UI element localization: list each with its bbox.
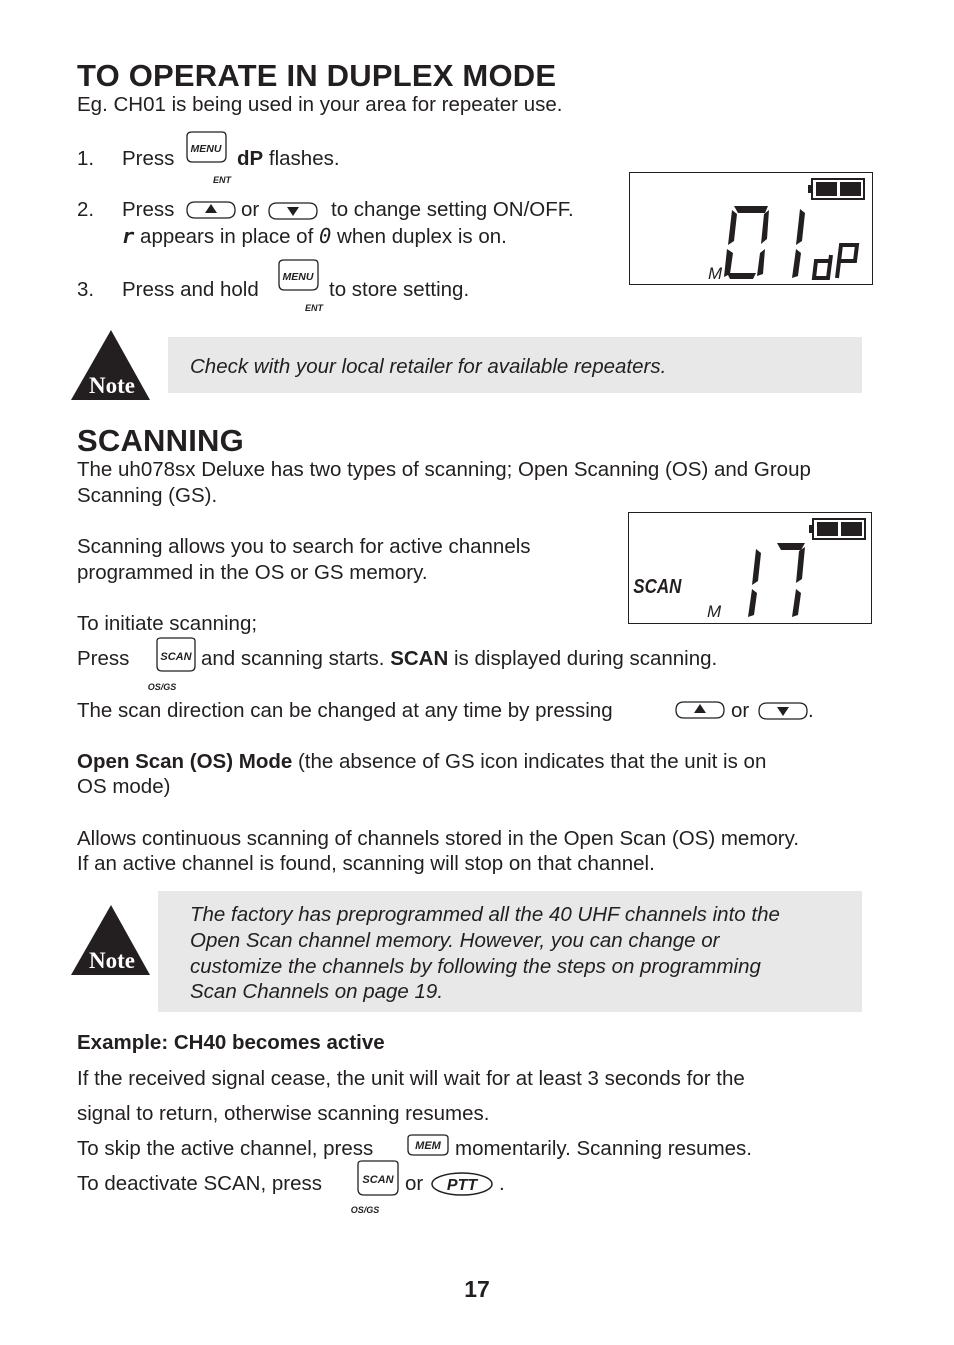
menu-key-label: MENU xyxy=(190,143,222,155)
example-line4-end: . xyxy=(499,1172,505,1195)
battery-icon xyxy=(809,519,865,539)
step2-line2 xyxy=(122,223,507,250)
mem-key-icon xyxy=(405,1133,451,1164)
scanning-p2-line2: programmed in the OS or GS memory. xyxy=(77,561,428,584)
scan-key-label: SCAN xyxy=(362,1174,394,1186)
scan-osgs-key-icon xyxy=(345,1159,403,1222)
battery-icon xyxy=(808,179,864,199)
scanning-title: SCANNING xyxy=(77,423,244,458)
page-number: 17 xyxy=(464,1276,490,1302)
example-line3a: To skip the active channel, press xyxy=(77,1137,374,1160)
scanning-p2-line1: Scanning allows you to search for active channels xyxy=(77,535,531,558)
scanning-p4-press: Press xyxy=(77,647,130,670)
osgs-key-label: OS/GS xyxy=(350,1205,380,1215)
step2-line2-text: appears in place of xyxy=(140,225,314,248)
lcd-dp-label xyxy=(814,245,857,278)
note-box-1 xyxy=(168,337,862,393)
open-scan-heading-line2: OS mode) xyxy=(77,775,171,798)
ent-key-label: ENT xyxy=(305,303,323,313)
step2-press: Press xyxy=(122,198,175,221)
example-line4a: To deactivate SCAN, press xyxy=(77,1172,322,1195)
lcd-m-label: M xyxy=(707,602,722,621)
step3-number: 3. xyxy=(77,278,95,301)
example-line3b: momentarily. Scanning resumes. xyxy=(455,1137,752,1160)
scanning-p4-text xyxy=(201,646,717,672)
step2-or: or xyxy=(241,198,260,221)
scanning-p5-end: . xyxy=(808,699,814,722)
note2-line3: customize the channels by following the steps on programming xyxy=(190,955,761,978)
duplex-title: TO OPERATE IN DUPLEX MODE xyxy=(77,58,557,93)
note2-line1: The factory has preprogrammed all the 40 UHF channels into the xyxy=(190,903,780,926)
lcd-m-label: M xyxy=(708,264,723,283)
example-heading: Example: CH40 becomes active xyxy=(77,1031,385,1054)
step2-rest: to change setting ON/OFF. xyxy=(331,198,574,221)
scanning-p4-rest: is displayed during scanning. xyxy=(453,647,718,670)
example-line2: signal to return, otherwise scanning resumes. xyxy=(77,1102,490,1125)
note-badge-text: Note xyxy=(89,948,135,973)
step1-rest: flashes. xyxy=(268,147,340,170)
open-scan-heading-rest: (the absence of GS icon indicates that the unit is on xyxy=(297,750,767,773)
lcd-digit-7 xyxy=(777,543,805,617)
note-box-2 xyxy=(158,891,862,1012)
example-line1: If the received signal cease, the unit will wait for at least 3 seconds for the xyxy=(77,1067,745,1090)
lcd-digit-0 xyxy=(724,206,769,279)
up-arrow-key-icon xyxy=(673,699,727,726)
step3-rest: to store setting. xyxy=(329,278,470,301)
down-arrow-key-icon xyxy=(756,700,810,727)
scanning-p1-line1: The uh078sx Deluxe has two types of scanning; Open Scanning (OS) and Group xyxy=(77,458,811,481)
dp-bold: dP xyxy=(237,147,264,170)
menu-key-label: MENU xyxy=(282,271,314,283)
note2-line4: Scan Channels on page 19. xyxy=(190,980,444,1003)
step1-number: 1. xyxy=(77,147,95,170)
scanning-p1-line2: Scanning (GS). xyxy=(77,484,218,507)
scanning-p3: To initiate scanning; xyxy=(77,612,258,635)
step3-press: Press and hold xyxy=(122,278,259,301)
lcd-digit-1 xyxy=(748,549,761,617)
note-badge-1 xyxy=(70,328,152,402)
scan-osgs-key-icon xyxy=(144,636,200,699)
step2-number: 2. xyxy=(77,198,95,221)
menu-ent-key-icon xyxy=(276,258,328,321)
open-scan-p1-line1: Allows continuous scanning of channels stored in the Open Scan (OS) memory. xyxy=(77,827,800,850)
open-scan-heading xyxy=(77,749,766,775)
lcd-scan-label: SCAN xyxy=(633,574,682,598)
open-scan-heading-bold: Open Scan (OS) Mode xyxy=(77,750,293,773)
scanning-p5-or: or xyxy=(731,699,750,722)
step1-text xyxy=(237,146,340,172)
note-badge-text: Note xyxy=(89,373,135,398)
scan-key-label: SCAN xyxy=(160,651,192,663)
ent-key-label: ENT xyxy=(213,175,231,185)
note1-text: Check with your local retailer for available repeaters. xyxy=(190,355,667,378)
r-segment-glyph: r xyxy=(122,224,135,248)
step1-press: Press xyxy=(122,147,175,170)
up-arrow-key-icon xyxy=(184,199,238,226)
duplex-intro: Eg. CH01 is being used in your area for repeater use. xyxy=(77,93,563,116)
zero-segment-glyph: 0 xyxy=(318,224,332,248)
scanning-p4-mid: and scanning starts. xyxy=(201,647,385,670)
example-line4-or: or xyxy=(405,1172,424,1195)
lcd-display-scan xyxy=(628,512,872,624)
menu-ent-key-icon xyxy=(184,130,236,193)
osgs-key-label: OS/GS xyxy=(147,682,177,692)
ptt-key-icon xyxy=(430,1171,496,1204)
lcd-digit-1 xyxy=(792,209,805,278)
mem-key-label: MEM xyxy=(415,1140,441,1152)
note-badge-2 xyxy=(70,903,152,977)
note2-line2: Open Scan channel memory. However, you can change or xyxy=(190,929,720,952)
step2-line2-end: when duplex is on. xyxy=(337,225,507,248)
open-scan-p1-line2: If an active channel is found, scanning will stop on that channel. xyxy=(77,852,655,875)
scanning-p5: The scan direction can be changed at any time by pressing xyxy=(77,699,613,722)
scan-bold: SCAN xyxy=(390,647,449,670)
lcd-display-duplex xyxy=(629,172,873,285)
ptt-key-label: PTT xyxy=(446,1177,478,1194)
